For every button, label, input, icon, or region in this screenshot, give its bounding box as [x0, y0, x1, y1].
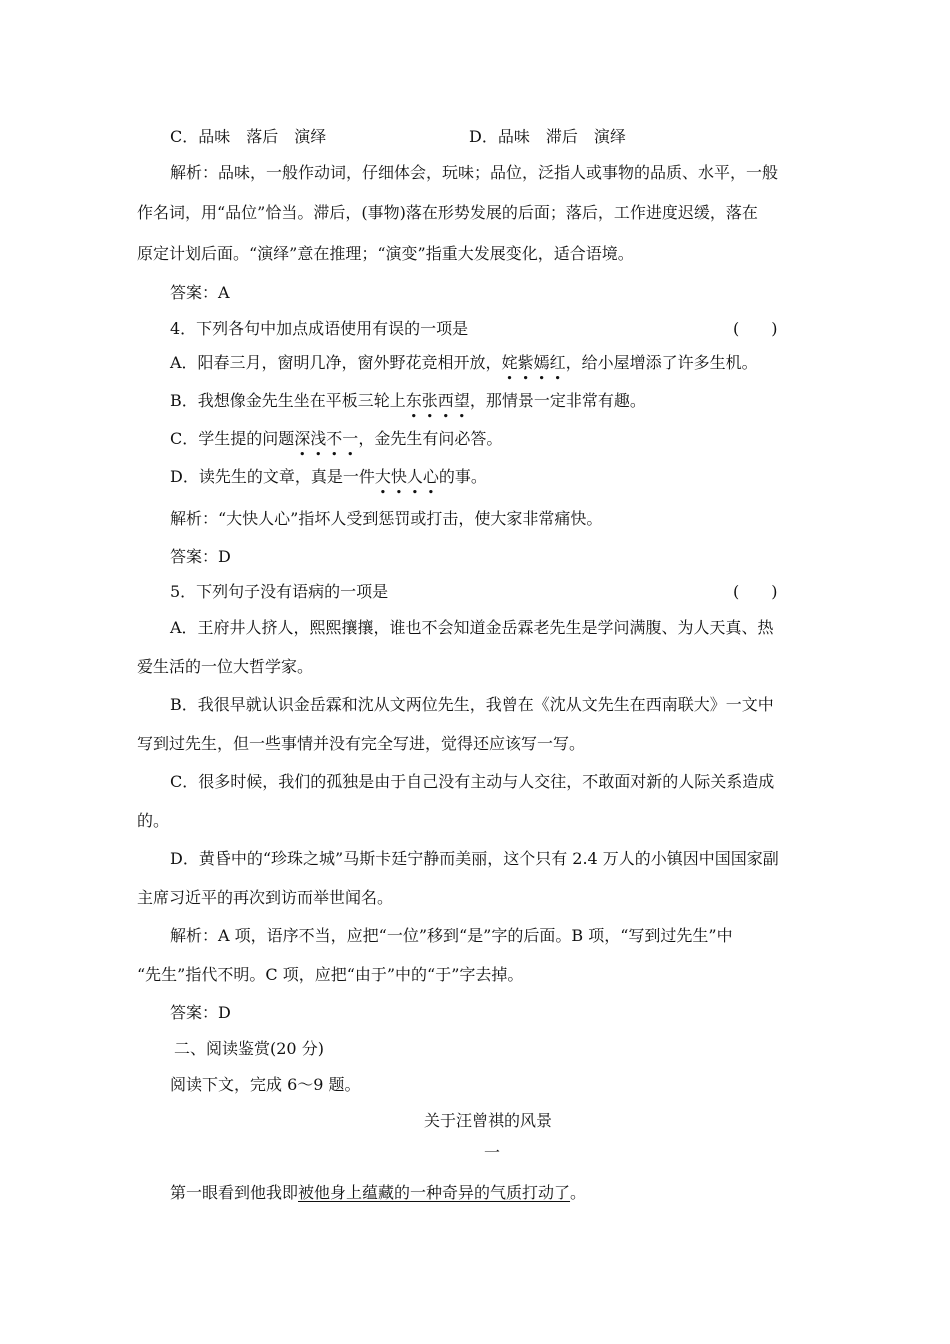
q4-a-after: ，给小屋增添了许多生机。 — [565, 353, 758, 372]
q5-analysis-line-1: 解析：A 项，语序不当，应把“一位”移到“是”字的后面。B 项，“写到过先生”中 — [170, 926, 733, 945]
q5-option-a-line-2: 爱生活的一位大哲学家。 — [137, 657, 314, 676]
q3-answer: 答案：A — [170, 283, 230, 302]
q4-a-before: A．阳春三月，窗明几净，窗外野花竞相开放， — [170, 353, 502, 372]
article-part-number: 一 — [484, 1143, 501, 1162]
q5-analysis-line-2: “先生”指代不明。C 项，应把“由于”中的“于”字去掉。 — [137, 965, 524, 984]
dotted-char: 浅 — [310, 429, 327, 448]
dotted-char: 西 — [437, 391, 454, 410]
dotted-char: 一 — [342, 429, 359, 448]
dotted-char: 大 — [374, 467, 391, 486]
q3-analysis-line-2: 作名词，用“品位”恰当。滞后，(事物)落在形势发展的后面；落后，工作进度迟缓，落在 — [137, 203, 758, 222]
q4-d-before: D．读先生的文章，真是一件 — [170, 467, 375, 486]
q5-option-d-line-1: D．黄昏中的“珍珠之城”马斯卡廷宁静而美丽，这个只有 2.4 万人的小镇因中国国家副 — [170, 849, 779, 868]
dotted-char: 东 — [405, 391, 422, 410]
q4-stem: 4．下列各句中加点成语使用有误的一项是 — [170, 319, 469, 338]
q4-option-a — [170, 352, 758, 374]
q4-c-before: C．学生提的问题 — [170, 429, 295, 448]
q4-answer-paren: ( ) — [733, 319, 778, 338]
section-heading: 二、阅读鉴赏(20 分) — [174, 1039, 324, 1058]
q5-option-c-line-2: 的。 — [137, 811, 170, 830]
q4-analysis: 解析：“大快人心”指坏人受到惩罚或打击，使大家非常痛快。 — [170, 509, 603, 528]
q5-option-b-line-1: B．我很早就认识金岳霖和沈从文两位先生，我曾在《沈从文先生在西南联大》一文中 — [170, 695, 774, 714]
dotted-char: 快 — [390, 467, 407, 486]
q4-b-after: ，那情景一定非常有趣。 — [469, 391, 646, 410]
q4-answer: 答案：D — [170, 547, 231, 566]
dotted-char: 人 — [406, 467, 423, 486]
dotted-idiom — [375, 467, 439, 486]
q5-option-a-line-1: A．王府井人挤人，熙熙攘攘，谁也不会知道金岳霖老先生是学问满腹、为人天真、热 — [170, 618, 774, 637]
q3-option-c: C．品味 落后 演绎 — [170, 127, 327, 146]
underlined-phrase: 被他身上蕴藏的一种奇异的气质打动了 — [298, 1183, 571, 1202]
q5-option-d-line-2: 主席习近平的再次到访而举世闻名。 — [137, 888, 394, 907]
q4-b-before: B．我想像金先生坐在平板三轮上 — [170, 391, 406, 410]
q5-option-c-line-1: C．很多时候，我们的孤独是由于自己没有主动与人交往，不敢面对新的人际关系造成 — [170, 772, 775, 791]
dotted-char: 深 — [294, 429, 311, 448]
q3-analysis-line-3: 原定计划后面。“演绎”意在推理；“演变”指重大发展变化，适合语境。 — [137, 244, 634, 263]
paragraph-text: 第一眼看到他我即 — [170, 1183, 299, 1202]
paragraph-text-end: 。 — [570, 1183, 587, 1202]
q3-analysis-line-1: 解析：品味，一般作动词，仔细体会，玩味；品位，泛指人或事物的品质、水平，一般 — [170, 163, 779, 182]
q4-option-b — [170, 390, 646, 412]
q5-option-b-line-2: 写到过先生，但一些事情并没有完全写进，觉得还应该写一写。 — [137, 734, 586, 753]
dotted-char: 红 — [549, 353, 566, 372]
dotted-char: 不 — [326, 429, 343, 448]
q5-answer: 答案：D — [170, 1003, 231, 1022]
dotted-char: 紫 — [517, 353, 534, 372]
reading-instruction: 阅读下文，完成 6～9 题。 — [170, 1075, 361, 1094]
q4-option-d — [170, 466, 487, 488]
article-paragraph-1 — [170, 1182, 586, 1204]
dotted-char: 望 — [453, 391, 470, 410]
dotted-char: 姹 — [501, 353, 518, 372]
dotted-idiom — [502, 353, 566, 372]
q4-d-after: 的事。 — [438, 467, 487, 486]
q5-answer-paren: ( ) — [733, 582, 778, 601]
q4-option-c — [170, 428, 502, 450]
q4-c-after: ，金先生有问必答。 — [358, 429, 503, 448]
dotted-idiom — [294, 429, 358, 448]
q5-stem: 5．下列句子没有语病的一项是 — [170, 582, 389, 601]
dotted-char: 心 — [422, 467, 439, 486]
dotted-char: 张 — [421, 391, 438, 410]
article-title: 关于汪曾祺的风景 — [424, 1111, 553, 1130]
dotted-idiom — [406, 391, 470, 410]
q3-option-d: D．品味 滞后 演绎 — [469, 127, 626, 146]
dotted-char: 嫣 — [533, 353, 550, 372]
